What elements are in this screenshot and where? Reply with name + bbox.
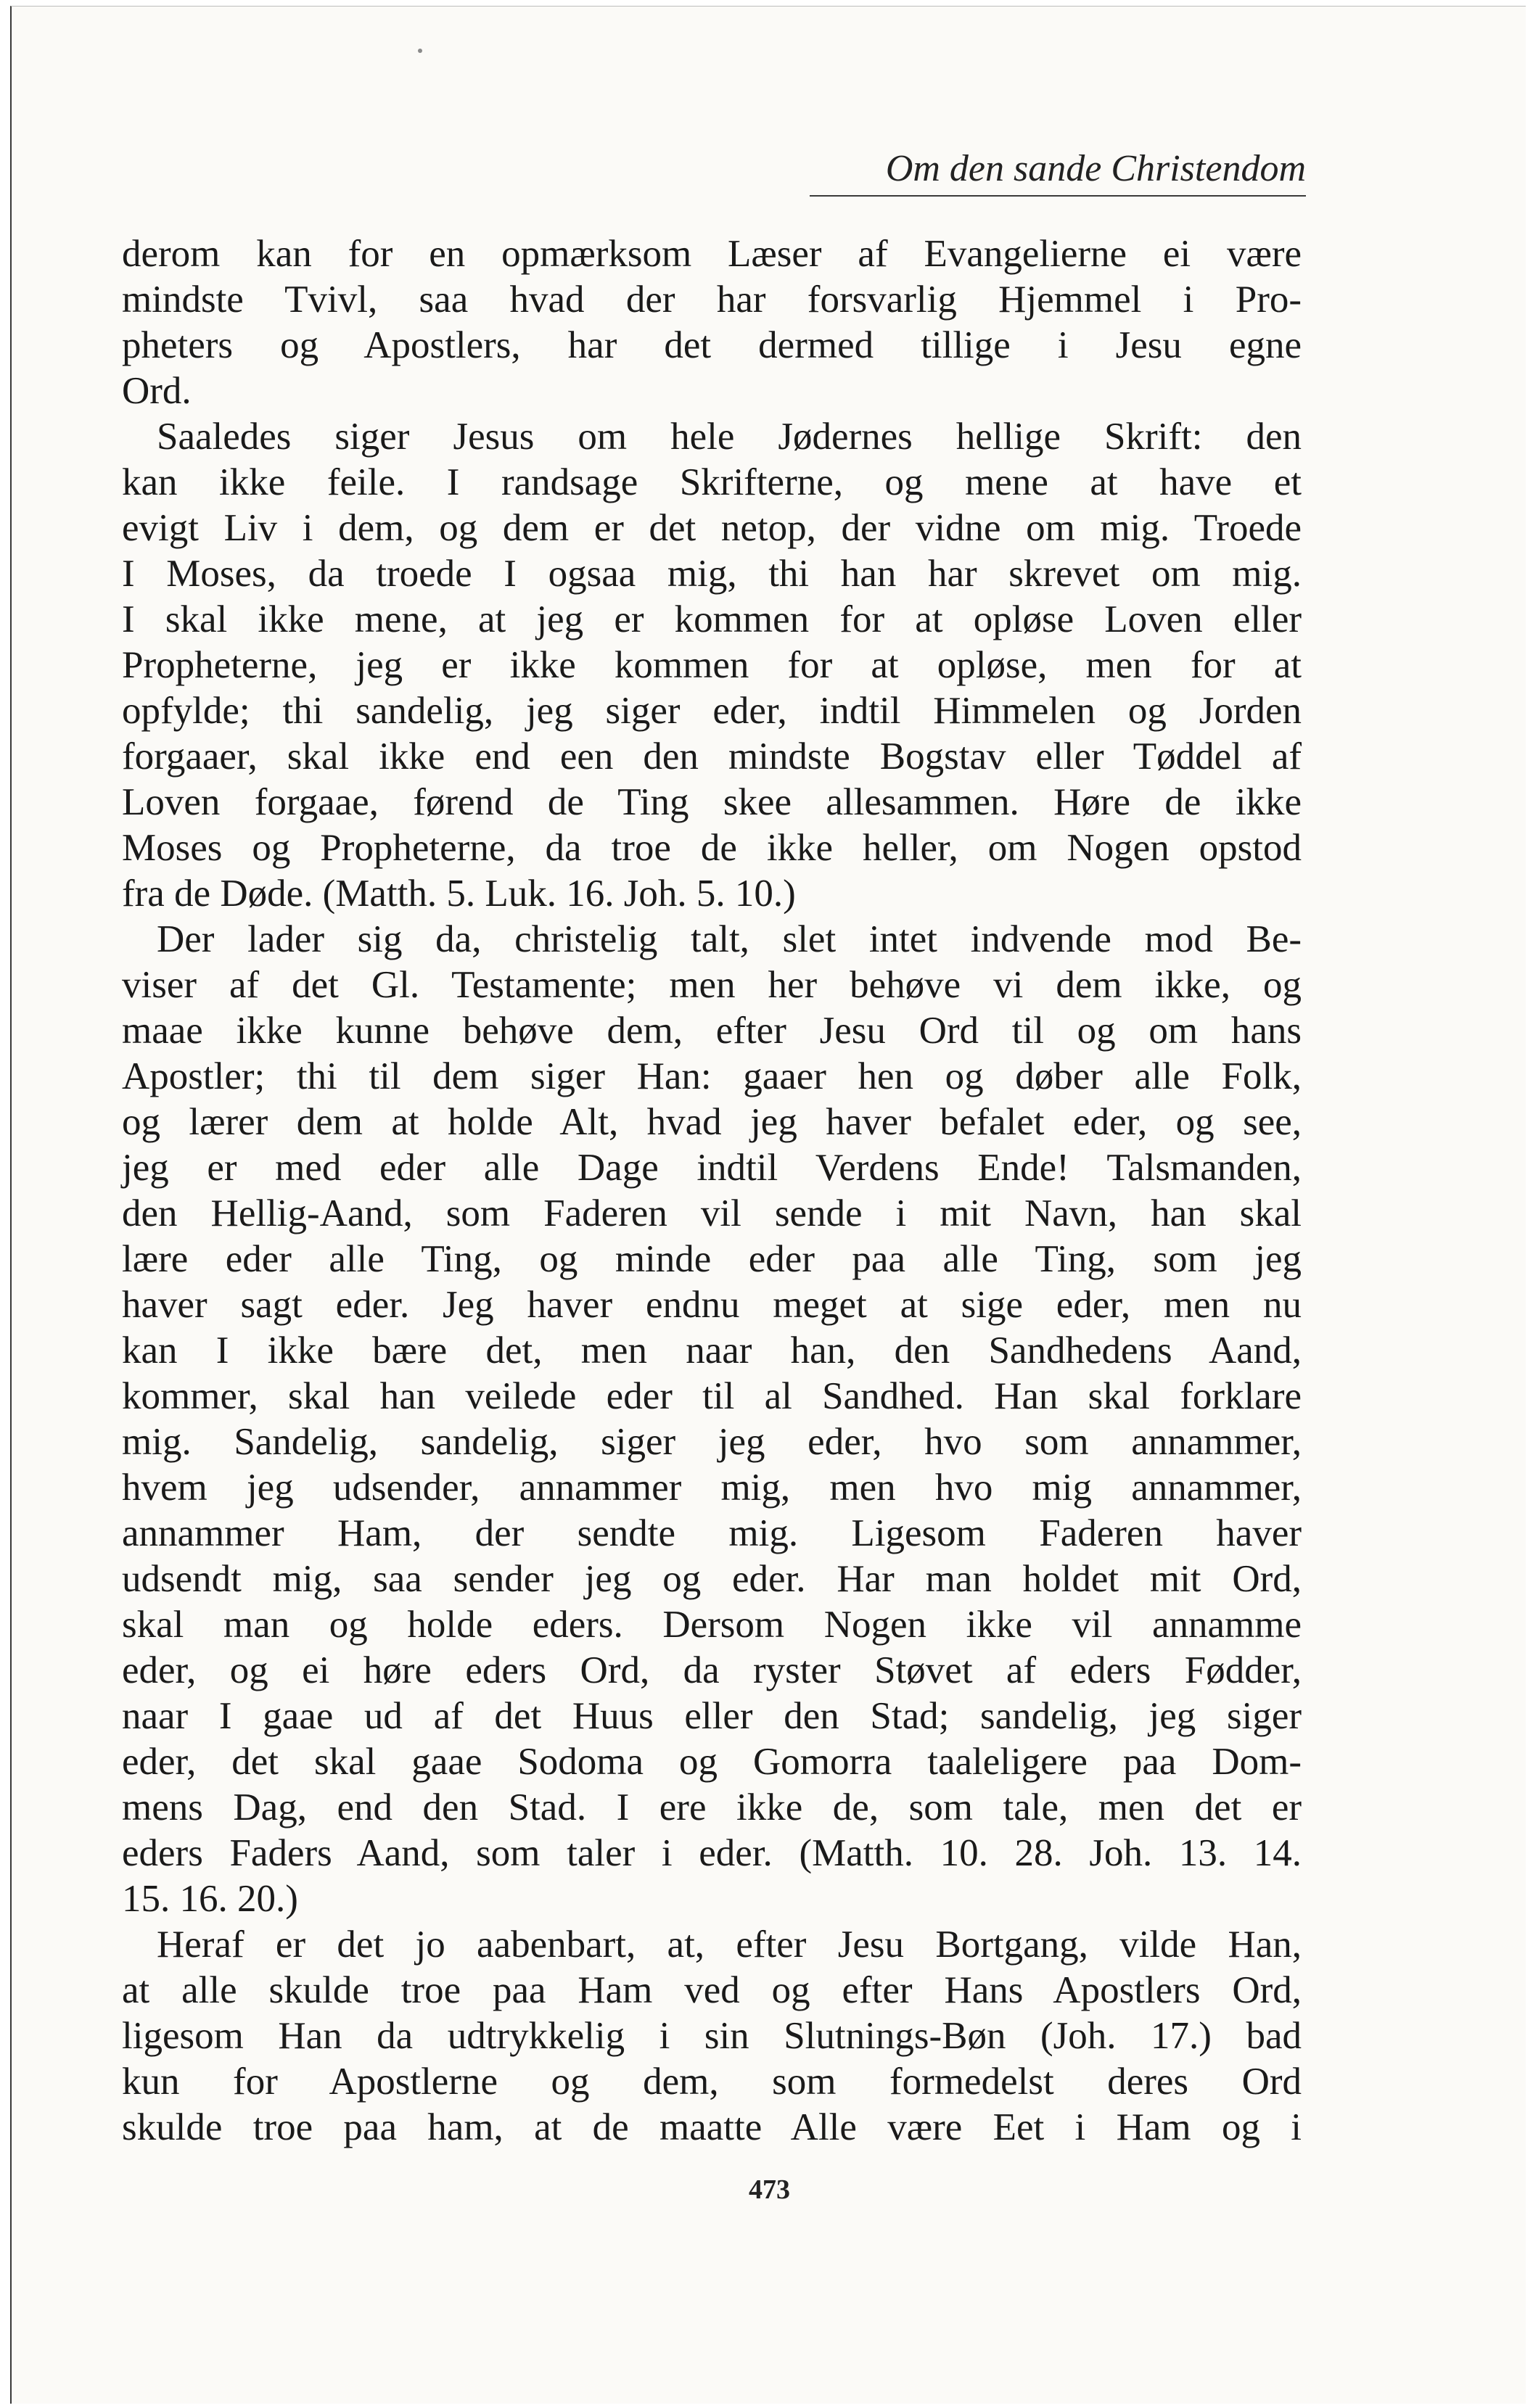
text-line: lære eder alle Ting, og minde eder paa alle Ting, som jeg <box>122 1238 1302 1280</box>
text-line: udsendt mig, saa sender jeg og eder. Har man holdet mit Ord, <box>122 1558 1302 1600</box>
text-line: I Moses, da troede I ogsaa mig, thi han har skrevet om mig. <box>122 553 1302 595</box>
book-page <box>10 6 1526 2404</box>
text-line: ligesom Han da udtrykkelig i sin Slutnings-Bøn (Joh. 17.) bad <box>122 2015 1302 2057</box>
text-line: pheters og Apostlers, har det dermed tillige i Jesu egne <box>122 324 1302 366</box>
text-line: 15. 16. 20.) <box>122 1878 298 1920</box>
text-line: hvem jeg udsender, annammer mig, men hvo mig annammer, <box>122 1467 1302 1509</box>
text-line: eder, og ei høre eders Ord, da ryster Støvet af eders Fødder, <box>122 1649 1302 1691</box>
paragraph <box>122 231 1302 414</box>
text-line: kan ikke feile. I randsage Skrifterne, og mene at have et <box>122 461 1302 503</box>
text-line: Ord. <box>122 370 192 412</box>
text-line: den Hellig-Aand, som Faderen vil sende i mit Navn, han skal <box>122 1192 1302 1234</box>
paragraph <box>122 414 1302 917</box>
text-line: maae ikke kunne behøve dem, efter Jesu Ord til og om hans <box>122 1010 1302 1052</box>
text-line: I skal ikke mene, at jeg er kommen for at opløse Loven eller <box>122 598 1302 640</box>
page-number: 473 <box>749 2174 790 2205</box>
text-line: kan I ikke bære det, men naar han, den Sandhedens Aand, <box>122 1329 1302 1372</box>
text-line: at alle skulde troe paa Ham ved og efter Hans Apostlers Ord, <box>122 1969 1302 2011</box>
paragraph <box>122 1922 1302 2151</box>
text-line: og lærer dem at holde Alt, hvad jeg haver befalet eder, og see, <box>122 1101 1302 1143</box>
ink-speck <box>418 49 422 53</box>
text-line: skal man og holde eders. Dersom Nogen ikke vil annamme <box>122 1604 1302 1646</box>
text-line: Apostler; thi til dem siger Han: gaaer hen og døber alle Folk, <box>122 1055 1302 1097</box>
text-line: annammer Ham, der sendte mig. Ligesom Faderen haver <box>122 1512 1302 1554</box>
text-line: haver sagt eder. Jeg haver endnu meget at sige eder, men nu <box>122 1284 1302 1326</box>
text-line: naar I gaae ud af det Huus eller den Stad; sandelig, jeg siger <box>122 1695 1302 1737</box>
running-header: Om den sande Christendom <box>810 143 1306 197</box>
text-line: fra de Døde. (Matth. 5. Luk. 16. Joh. 5. 10.) <box>122 873 796 915</box>
text-line: forgaaer, skal ikke end een den mindste Bogstav eller Tøddel af <box>122 735 1302 778</box>
text-line: Loven forgaae, førend de Ting skee allesammen. Høre de ikke <box>122 781 1302 823</box>
text-line: opfylde; thi sandelig, jeg siger eder, indtil Himmelen og Jorden <box>122 690 1302 732</box>
text-line: Saaledes siger Jesus om hele Jødernes hellige Skrift: den <box>157 416 1302 458</box>
body-text <box>122 231 1302 2151</box>
text-line: evigt Liv i dem, og dem er det netop, der vidne om mig. Troede <box>122 507 1302 549</box>
paragraph <box>122 917 1302 1922</box>
text-line: Propheterne, jeg er ikke kommen for at opløse, men for at <box>122 644 1302 686</box>
text-line: eders Faders Aand, som taler i eder. (Matth. 10. 28. Joh. 13. 14. <box>122 1832 1302 1874</box>
text-line: eder, det skal gaae Sodoma og Gomorra taaleligere paa Dom- <box>122 1741 1302 1783</box>
text-line: kommer, skal han veilede eder til al Sandhed. Han skal forklare <box>122 1375 1302 1417</box>
text-line: viser af det Gl. Testamente; men her behøve vi dem ikke, og <box>122 964 1302 1006</box>
text-line: Heraf er det jo aabenbart, at, efter Jesu Bortgang, vilde Han, <box>157 1923 1302 1966</box>
text-line: kun for Apostlerne og dem, som formedelst deres Ord <box>122 2061 1302 2103</box>
text-line: mens Dag, end den Stad. I ere ikke de, som tale, men det er <box>122 1786 1302 1828</box>
text-line: jeg er med eder alle Dage indtil Verdens Ende! Talsmanden, <box>122 1147 1302 1189</box>
text-line: Moses og Propheterne, da troe de ikke heller, om Nogen opstod <box>122 827 1302 869</box>
text-line: derom kan for en opmærksom Læser af Evangelierne ei være <box>122 233 1302 275</box>
text-line: Der lader sig da, christelig talt, slet intet indvende mod Be- <box>157 918 1302 960</box>
text-line: mig. Sandelig, sandelig, siger jeg eder, hvo som annammer, <box>122 1421 1302 1463</box>
text-line: mindste Tvivl, saa hvad der har forsvarlig Hjemmel i Pro- <box>122 279 1302 321</box>
text-line: skulde troe paa ham, at de maatte Alle være Eet i Ham og i <box>122 2106 1302 2148</box>
